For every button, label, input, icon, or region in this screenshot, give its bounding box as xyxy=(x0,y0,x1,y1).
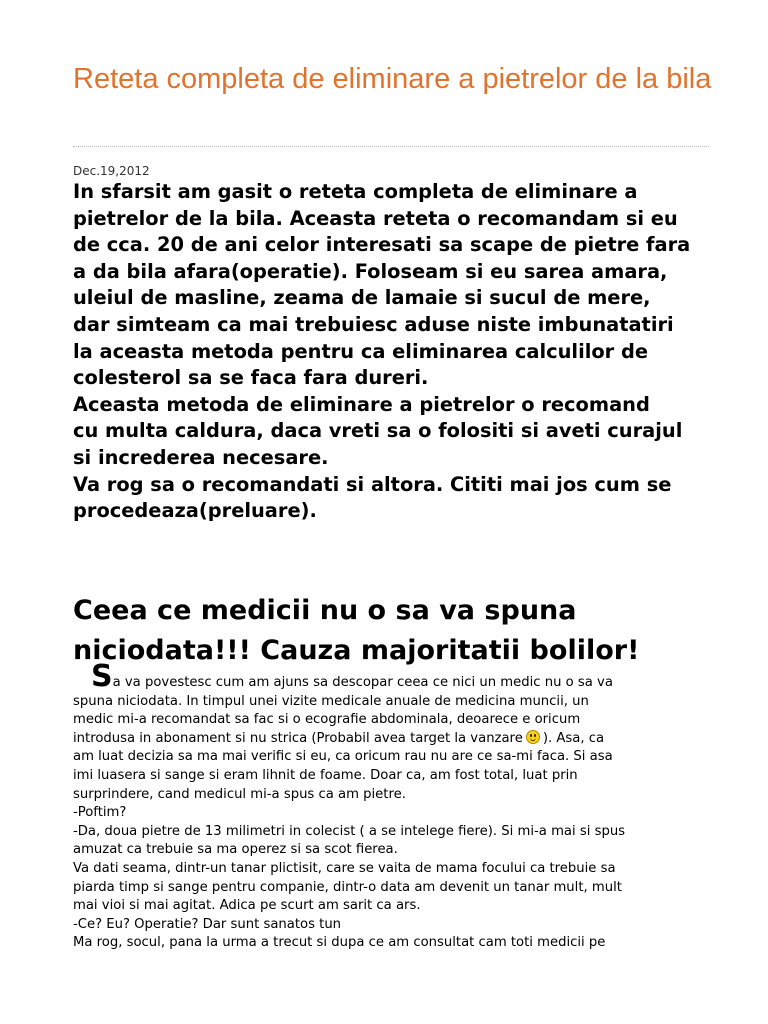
story-line: Va dati seama, dintr-un tanar plictisit, care se vaita de mama focului ca trebuie sa xyxy=(73,860,616,876)
intro-line: Va rog sa o recomandati si altora. Cititi mai jos cum se xyxy=(73,472,672,496)
title-divider xyxy=(73,146,709,147)
story-line: -Ce? Eu? Operatie? Dar sunt sanatos tun xyxy=(73,916,342,932)
section-heading xyxy=(73,591,733,671)
story-line: imi luasera si sange si eram lihnit de foame. Doar ca, am fost total, luat prin xyxy=(73,767,578,783)
story-line xyxy=(73,659,733,694)
intro-line: In sfarsit am gasit o reteta completa de eliminare a xyxy=(73,180,638,203)
intro-line: cu multa caldura, daca vreti sa o folositi si aveti curajul xyxy=(73,419,683,443)
story-line: mai vioi si mai agitat. Adica pe scurt am sarit ca ars. xyxy=(73,898,421,914)
story-line: amuzat ca trebuie sa ma operez si sa scot fierea. xyxy=(73,842,398,858)
intro-line: colesterol sa se faca fara dureri. xyxy=(73,366,429,390)
section-heading-line: niciodata!!! Cauza majoritatii bolilor! xyxy=(73,635,640,666)
post-title: Reteta completa de eliminare a pietrelor de la bila xyxy=(73,63,712,95)
story-body xyxy=(73,659,733,953)
intro-line: pietrelor de la bila. Aceasta reteta o recomandam si eu xyxy=(73,206,678,230)
intro-line: uleiul de masline, zeama de lamaie si sucul de mere, xyxy=(73,286,651,310)
story-line: am luat decizia sa ma mai verific si eu, ca oricum rau nu are ce sa-mi faca. Si asa xyxy=(73,749,613,765)
story-line: -Poftim? xyxy=(73,805,127,821)
story-line-text: introdusa in abonament si nu strica (Probabil avea target la vanzare xyxy=(73,730,523,746)
intro-line: procedeaza(preluare). xyxy=(73,499,317,523)
drop-cap: S xyxy=(91,659,113,694)
section-heading-line: Ceea ce medicii nu o sa va spuna xyxy=(73,595,577,626)
story-line-text: ). Asa, ca xyxy=(542,730,605,746)
intro-text xyxy=(73,179,733,525)
intro-line: Aceasta metoda de eliminare a pietrelor o recomand xyxy=(73,392,650,416)
intro-line: dar simteam ca mai trebuiesc aduse niste imbunatatiri xyxy=(73,312,674,336)
story-line: -Da, doua pietre de 13 milimetri in colecist ( a se intelege fiere). Si mi-a mai si spus xyxy=(73,823,626,839)
intro-line: de cca. 20 de ani celor interesati sa scape de pietre fara xyxy=(73,233,691,257)
story-line: spuna niciodata. In timpul unei vizite medicale anuale de medicina muncii, un xyxy=(73,693,589,709)
intro-line: si increderea necesare. xyxy=(73,445,329,469)
post-date: Dec.19,2012 xyxy=(73,164,150,178)
story-line: Ma rog, socul, pana la urma a trecut si dupa ce am consultat cam toti medicii pe xyxy=(73,935,606,951)
story-line: medic mi-a recomandat sa fac si o ecografie abdominala, deoarece e oricum xyxy=(73,712,581,728)
story-line-text: a va povestesc cum am ajuns sa descopar ceea ce nici un medic nu o sa va xyxy=(112,675,613,690)
story-line xyxy=(73,730,733,749)
intro-line: la aceasta metoda pentru ca eliminarea calculilor de xyxy=(73,339,649,363)
story-line: piarda timp si sange pentru companie, dintr-o data am devenit un tanar mult, mult xyxy=(73,879,622,895)
story-line: surprindere, cand medicul mi-a spus ca am pietre. xyxy=(73,786,406,802)
smiley-icon xyxy=(526,730,540,744)
intro-line: a da bila afara(operatie). Foloseam si eu sarea amara, xyxy=(73,259,668,283)
